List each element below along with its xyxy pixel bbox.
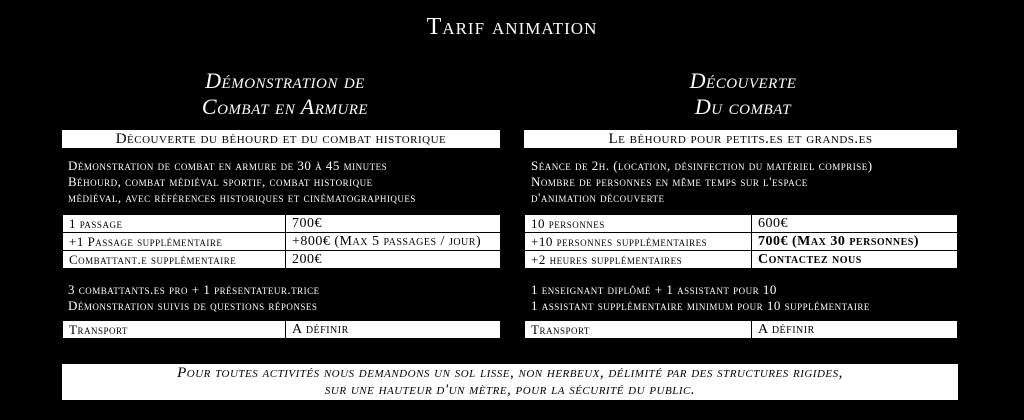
table-row [525, 233, 958, 251]
heading-line: Du combat [694, 94, 792, 119]
note-line: Démonstration suivis de questions réponses [68, 298, 318, 313]
price-label: +1 Passage supplémentaire [63, 233, 286, 251]
description-left [68, 158, 416, 206]
price-label: 10 personnes [525, 215, 752, 233]
price-value: +800€ (Max 5 passages / jour) [286, 233, 501, 251]
description-line: Béhourd, combat médiéval sportif, combat historique [68, 174, 373, 189]
footer-line: Pour toutes activités nous demandons un sol lisse, non herbeux, délimité par des structures rigides, [177, 365, 843, 381]
price-label: Combattant.e supplémentaire [63, 251, 286, 269]
heading-line: Démonstration de [205, 68, 365, 93]
heading-line: Découverte [689, 68, 797, 93]
footer-line: sur une hauteur d'un mètre, pour la sécurité du public. [324, 382, 696, 398]
table-row [63, 321, 501, 339]
price-value: 600€ [752, 215, 958, 233]
price-label: +2 heures supplémentaires [525, 251, 752, 269]
table-row [63, 233, 501, 251]
price-value: Contactez nous [752, 251, 958, 269]
price-label: +10 personnes supplémentaires [525, 233, 752, 251]
table-row [63, 215, 501, 233]
subtitle-banner-right: Le béhourd pour petits.es et grands.es [524, 130, 957, 148]
note-line: 1 assistant supplémentaire minimum pour 10 supplémentaire [531, 298, 870, 313]
transport-label: Transport [525, 321, 752, 339]
price-value: 200€ [286, 251, 501, 269]
description-line: médiéval, avec références historiques et cinématographiques [68, 190, 416, 205]
note-line: 1 enseignant diplômé + 1 assistant pour 10 [531, 282, 777, 297]
table-row [525, 321, 958, 339]
price-table-right [524, 214, 958, 269]
price-value: 700€ [286, 215, 501, 233]
description-line: Démonstration de combat en armure de 30 à 45 minutes [68, 158, 388, 173]
transport-table-left [62, 320, 501, 339]
transport-label: Transport [63, 321, 286, 339]
table-row [525, 215, 958, 233]
description-line: Séance de 2h. (location, désinfection du matériel comprise) [531, 158, 873, 173]
notes-right [531, 282, 870, 314]
page-title: Tarif animation [426, 14, 598, 40]
transport-value: A définir [752, 321, 958, 339]
note-line: 3 combattants.es pro + 1 présentateur.trice [68, 282, 320, 297]
price-value: 700€ (Max 30 personnes) [752, 233, 958, 251]
table-row [525, 251, 958, 269]
transport-table-right [524, 320, 958, 339]
price-table-left [62, 214, 501, 269]
description-line: Nombre de personnes en même temps sur l'espace [531, 174, 808, 189]
heading-line: Combat en Armure [201, 94, 369, 119]
description-right [531, 158, 873, 206]
table-row [63, 251, 501, 269]
notes-left [68, 282, 320, 314]
transport-value: A définir [286, 321, 501, 339]
section-heading-demonstration [85, 68, 485, 120]
subtitle-banner-left: Découverte du béhourd et du combat historique [62, 130, 500, 148]
footer-requirements-note [62, 364, 958, 400]
section-heading-decouverte [543, 68, 943, 120]
price-label: 1 passage [63, 215, 286, 233]
description-line: d'animation découverte [531, 190, 665, 205]
